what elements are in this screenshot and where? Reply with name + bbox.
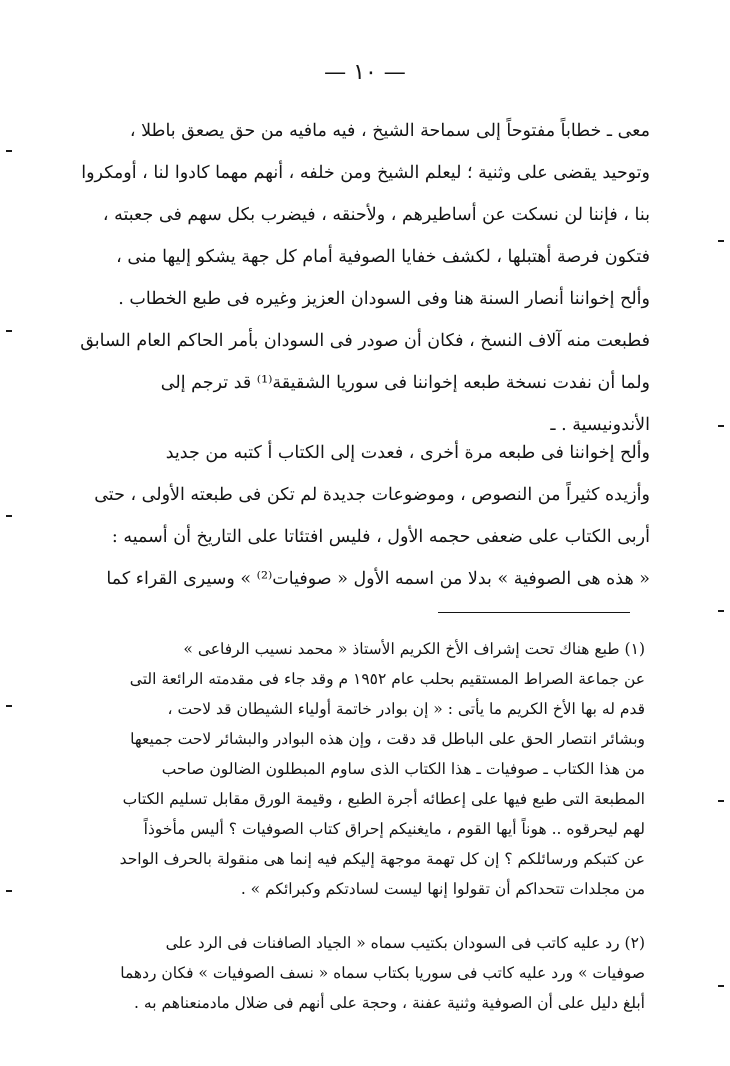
text-line: وألح إخواننا فى طبعه مرة أخرى ، فعدت إلى الكتاب أ كتبه من جديد (165, 443, 650, 463)
footnote-line: قدم له بها الأخ الكريم ما يأتى : « إن بوادر خاتمة أولياء الشيطان قد لاحت ، (167, 700, 645, 718)
text-line: وتوحيد يقضى على وثنية ؛ ليعلم الشيخ ومن خلفه ، أنهم مهما كادوا لنا ، أومكروا (81, 163, 650, 183)
footnote-line: عن كتبكم ورسائلكم ؟ إن كل تهمة موجهة إليكم فيه إنما هى منقولة بالحرف الواحد (119, 850, 645, 868)
page-number: — ١٠ — (324, 60, 406, 85)
scan-mark (6, 890, 12, 892)
scan-mark (718, 425, 724, 427)
footnote-line: عن جماعة الصراط المستقيم بحلب عام ١٩٥٢ م وقد جاء فى مقدمته الرائعة التى (129, 670, 645, 688)
text-line: ولما أن نفدت نسخة طبعه إخواننا فى سوريا الشقيقة⁽¹⁾ قد ترجم إلى (160, 373, 650, 393)
text-line: فتكون فرصة أهتبلها ، لكشف خفايا الصوفية أمام كل جهة يشكو إليها منى ، (116, 247, 650, 267)
text-line: معى ـ خطاباً مفتوحاً إلى سماحة الشيخ ، فيه مافيه من حق يصعق باطلا ، (129, 121, 650, 141)
footnote-line: من هذا الكتاب ـ صوفيات ـ هذا الكتاب الذى ساوم المبطلون الضالون صاحب (161, 760, 645, 778)
text-line: أربى الكتاب على ضعفى حجمه الأول ، فليس افتئاتا على التاريخ أن أسميه : (111, 527, 650, 547)
footnote-line: لهم ليحرقوه .. هوناً أيها القوم ، مايغنيكم إحراق كتاب الصوفيات ؟ أليس مأخوذاً (143, 820, 645, 838)
footnote-line: (١) طبع هناك تحت إشراف الأخ الكريم الأستاذ « محمد نسيب الرفاعى » (183, 640, 645, 658)
scan-mark (718, 240, 724, 242)
scan-mark (6, 150, 12, 152)
footnote-line: المطبعة التى طبع فيها على إعطائه أجرة الطبع ، وقيمة الورق مقابل تسليم الكتاب (122, 790, 645, 808)
text-line: الأندونيسية . ـ (550, 415, 650, 435)
text-line: بنا ، فإننا لن نسكت عن أساطيرهم ، ولأحنقه ، فيضرب بكل سهم فى جعبته ، (102, 205, 650, 225)
scan-mark (6, 705, 12, 707)
footnote-line: أبلغ دليل على أن الصوفية وثنية عفنة ، وحجة على أنهم فى ضلال مادمنعناهم به . (134, 994, 645, 1012)
footnote-1 (119, 634, 645, 904)
main-paragraph-1 (80, 110, 650, 446)
scan-mark (718, 985, 724, 987)
footnote-line: وبشائر انتصار الحق على الباطل قد دقت ، وإن هذه البوادر والبشائر لاحت جميعها (130, 730, 645, 748)
footnote-line: (٢) رد عليه كاتب فى السودان بكتيب سماه « الجياد الصافنات فى الرد على (165, 934, 645, 952)
scan-mark (718, 800, 724, 802)
scan-mark (718, 610, 724, 612)
footnote-line: من مجلدات تتحداكم أن تقولوا إنها ليست لسادتكم وكبرائكم » . (240, 880, 645, 898)
main-paragraph-2 (94, 432, 650, 600)
text-line: وألح إخواننا أنصار السنة هنا وفى السودان العزيز وغيره فى طبع الخطاب . (118, 289, 650, 309)
scan-mark (6, 330, 12, 332)
text-line: « هذه هى الصوفية » بدلا من اسمه الأول « صوفيات⁽²⁾ » وسيرى القراء كما (106, 569, 650, 589)
footnote-line: صوفيات » ورد عليه كاتب فى سوريا بكتاب سماه « نسف الصوفيات » فكان ردهما (120, 964, 645, 982)
text-line: وأزيده كثيراً من النصوص ، وموضوعات جديدة لم تكن فى طبعته الأولى ، حتى (94, 485, 650, 505)
scan-mark (6, 515, 12, 517)
text-line: فطبعت منه آلاف النسخ ، فكان أن صودر فى السودان بأمر الحاكم العام السابق (80, 331, 650, 351)
footnote-2 (120, 928, 645, 1018)
footnote-divider (438, 612, 630, 613)
